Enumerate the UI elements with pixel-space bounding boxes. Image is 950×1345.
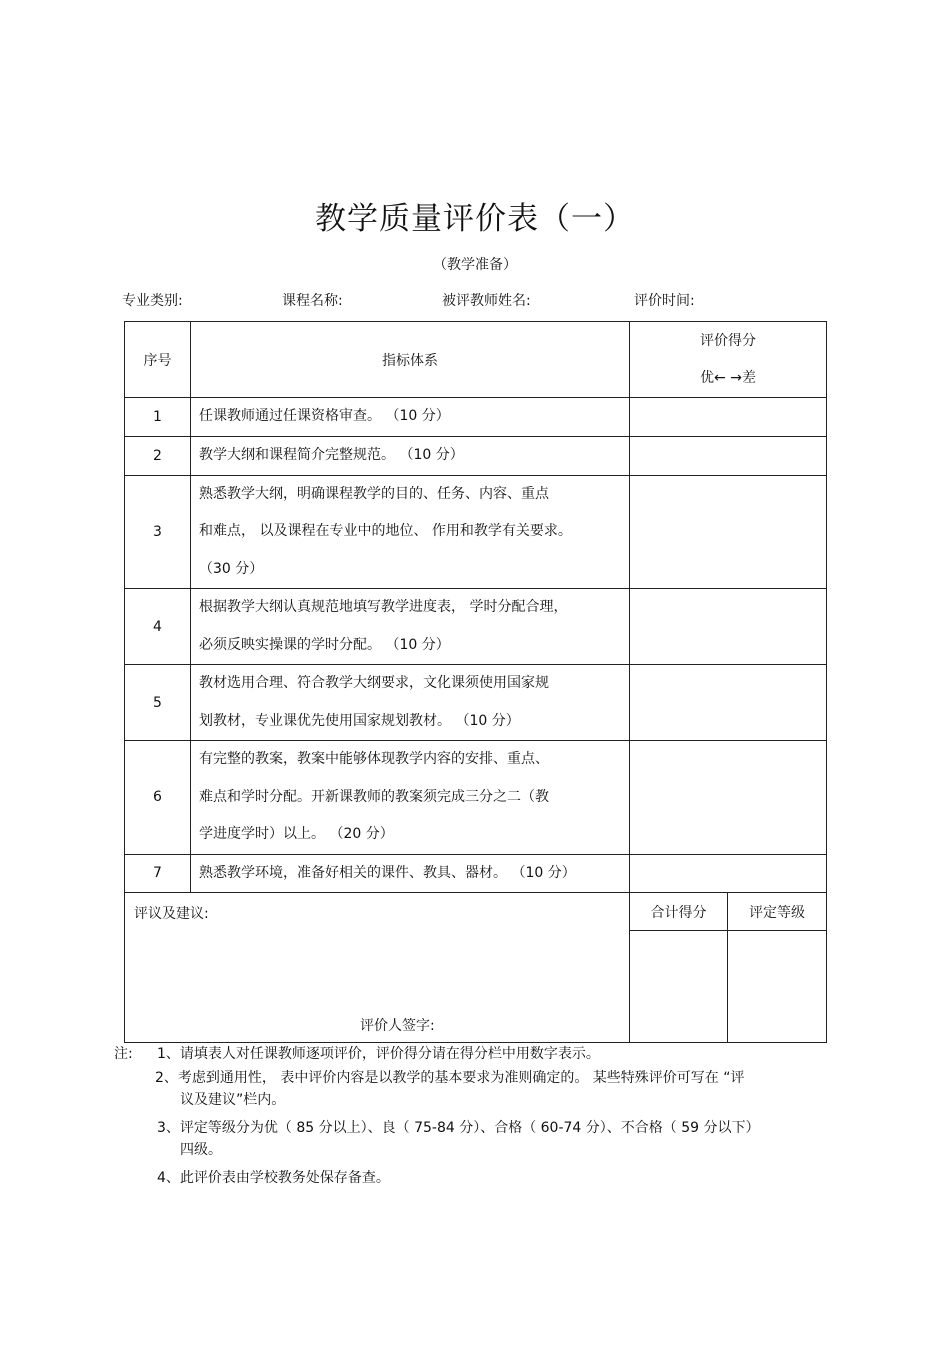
score-header	[630, 322, 827, 398]
score-input-cell[interactable]	[630, 398, 827, 437]
table-row	[125, 741, 827, 855]
score-input-cell[interactable]	[630, 741, 827, 855]
indicator-cell	[191, 589, 630, 665]
row-number: 6	[125, 741, 191, 855]
indicator-text-line: 根据教学大纲认真规范地填写教学进度表， 学时分配合理，	[199, 599, 568, 615]
row-number: 1	[125, 398, 191, 437]
indicator-text-line: 教学大纲和课程简介完整规范。 （10 分）	[199, 446, 464, 463]
page-title: 教学质量评价表（一）	[315, 201, 635, 237]
indicator-text-line: 熟悉教学大纲，明确课程教学的目的、任务、内容、重点	[199, 485, 549, 502]
signature-label: 评价人签字:	[360, 1018, 435, 1034]
table-row	[125, 398, 827, 437]
indicator-cell	[191, 665, 630, 741]
note-3-line-1: 3、评定等级分为优（ 85 分以上）、良（ 75-84 分）、合格（ 60-74 分）、不合格（ 59 分以下）	[157, 1120, 760, 1136]
note-2-line-2: 议及建议”栏内。	[180, 1092, 286, 1108]
score-input-cell[interactable]	[630, 665, 827, 741]
total-score-header: 合计得分	[630, 893, 728, 931]
grade-header: 评定等级	[728, 893, 827, 931]
indicator-text-line: 熟悉教学环境，准备好相关的课件、教具、器材。 （10 分）	[199, 864, 576, 881]
summary-header-row	[125, 893, 827, 931]
indicator-text-line: 和难点， 以及课程在专业中的地位、 作用和教学有关要求。	[199, 523, 572, 539]
major-field-label: 专业类别:	[122, 293, 183, 309]
indicator-header: 指标体系	[191, 322, 630, 398]
row-number: 7	[125, 854, 191, 893]
score-input-cell[interactable]	[630, 589, 827, 665]
grade-input[interactable]	[728, 931, 827, 1043]
table-row	[125, 665, 827, 741]
indicator-cell	[191, 436, 630, 475]
note-1: 1、请填表人对任课教师逐项评价，评价得分请在得分栏中用数字表示。	[157, 1046, 600, 1062]
date-field-label: 评价时间:	[634, 293, 695, 309]
table-row	[125, 475, 827, 589]
row-number: 3	[125, 475, 191, 589]
note-4: 4、此评价表由学校教务处保存备查。	[157, 1170, 390, 1186]
score-header-scale: 优← →差	[700, 369, 756, 386]
score-header-title: 评价得分	[700, 332, 756, 349]
row-number: 5	[125, 665, 191, 741]
indicator-text-line: （30 分）	[199, 560, 264, 577]
note-3-line-2: 四级。	[180, 1142, 222, 1158]
indicator-cell	[191, 398, 630, 437]
indicator-text-line: 学进度学时）以上。 （20 分）	[199, 826, 394, 842]
row-number: 4	[125, 589, 191, 665]
indicator-text-line: 必须反映实操课的学时分配。 （10 分）	[199, 636, 450, 653]
indicator-cell	[191, 475, 630, 589]
teacher-field-label: 被评教师姓名:	[442, 293, 531, 309]
indicator-text-line: 划教材，专业课优先使用国家规划教材。 （10 分）	[199, 712, 520, 729]
indicator-cell	[191, 741, 630, 855]
row-number: 2	[125, 436, 191, 475]
table-row	[125, 854, 827, 893]
indicator-text-line: 有完整的教案，教案中能够体现教学内容的安排、重点、	[199, 751, 549, 767]
page-subtitle: （教学准备）	[433, 257, 517, 273]
evaluation-table	[124, 321, 827, 1043]
score-input-cell[interactable]	[630, 854, 827, 893]
table-row	[125, 436, 827, 475]
table-header-row	[125, 322, 827, 398]
indicator-cell	[191, 854, 630, 893]
indicator-text-line: 任课教师通过任课资格审查。 （10 分）	[199, 408, 450, 424]
comments-label: 评议及建议:	[134, 906, 209, 922]
notes-label: 注:	[114, 1046, 133, 1062]
course-field-label: 课程名称:	[282, 293, 343, 309]
note-2-line-1: 2、考虑到通用性， 表中评价内容是以教学的基本要求为准则确定的。 某些特殊评价可写在 “评	[155, 1070, 745, 1086]
indicator-text-line: 难点和学时分配。开新课教师的教案须完成三分之二（教	[199, 788, 549, 805]
table-row	[125, 589, 827, 665]
comments-box[interactable]	[125, 893, 630, 1043]
seq-header: 序号	[125, 322, 191, 398]
total-score-input[interactable]	[630, 931, 728, 1043]
indicator-text-line: 教材选用合理、符合教学大纲要求，文化课须使用国家规	[199, 675, 549, 691]
score-input-cell[interactable]	[630, 475, 827, 589]
score-input-cell[interactable]	[630, 436, 827, 475]
